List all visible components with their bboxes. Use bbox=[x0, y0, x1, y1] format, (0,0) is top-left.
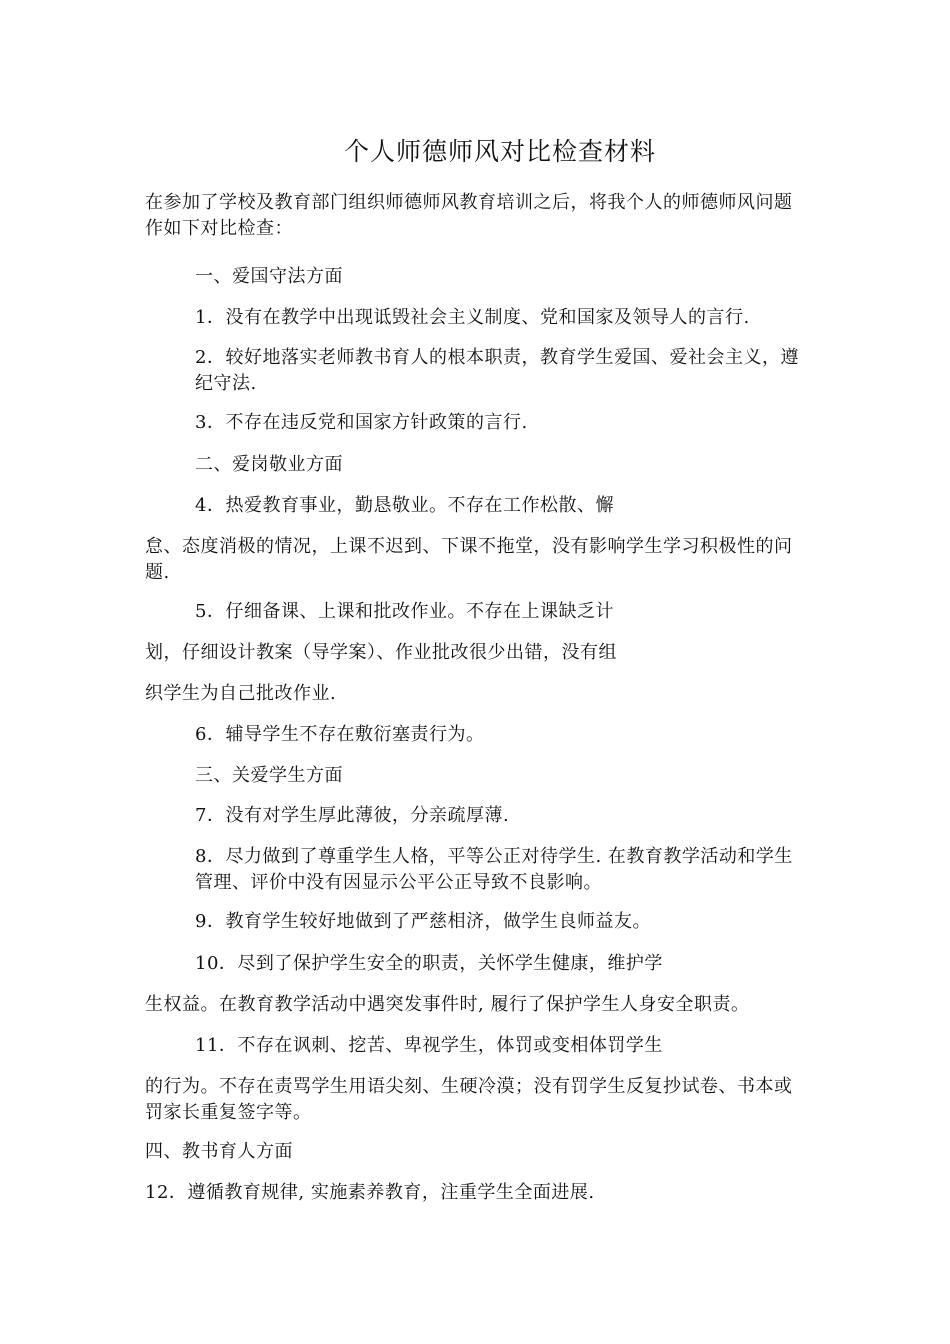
intro-paragraph: 在参加了学校及教育部门组织师德师风教育培训之后，将我个人的师德师风问题作如下对比检查： bbox=[145, 192, 793, 239]
item-7: 7．没有对学生厚此薄彼，分亲疏厚薄. bbox=[195, 805, 510, 826]
item-11-continued: 的行为。不存在责骂学生用语尖刻、生硬冷漠；没有罚学生反复抄试卷、书本或罚家长重复签字等。 bbox=[145, 1076, 793, 1123]
section-heading-2: 二、爱岗敬业方面 bbox=[195, 454, 343, 475]
item-8: 8．尽力做到了尊重学生人格，平等公正对待学生. 在教育教学活动和学生管理、评价中没有因显示公平公正导致不良影响。 bbox=[195, 846, 793, 893]
section-heading-3: 三、关爱学生方面 bbox=[195, 765, 343, 786]
item-10-continued: 生权益。在教育教学活动中遇突发事件时, 履行了保护学生人身安全职责。 bbox=[145, 994, 750, 1015]
section-heading-4: 四、教书育人方面 bbox=[145, 1141, 293, 1162]
item-9: 9．教育学生较好地做到了严慈相济，做学生良师益友。 bbox=[195, 911, 651, 932]
item-11-start: 11．不存在讽刺、挖苦、卑视学生，体罚或变相体罚学生 bbox=[195, 1035, 663, 1056]
item-12: 12．遵循教育规律, 实施素养教育，注重学生全面进展. bbox=[145, 1182, 595, 1203]
item-5-end: 织学生为自己批改作业. bbox=[145, 683, 337, 704]
item-1: 1．没有在教学中出现诋毁社会主义制度、党和国家及领导人的言行. bbox=[195, 307, 750, 328]
item-3: 3．不存在违反党和国家方针政策的言行. bbox=[195, 412, 528, 433]
item-5-start: 5．仔细备课、上课和批改作业。不存在上课缺乏计 bbox=[195, 601, 614, 622]
page-title: 个人师德师风对比检查材料 bbox=[343, 137, 656, 166]
section-heading-1: 一、爱国守法方面 bbox=[195, 266, 343, 287]
item-2: 2．较好地落实老师教书育人的根本职责，教育学生爱国、爱社会主义，遵纪守法. bbox=[195, 347, 799, 394]
item-4-start: 4．热爱教育事业，勤恳敬业。不存在工作松散、懈 bbox=[195, 495, 614, 516]
item-6: 6．辅导学生不存在敷衍塞责行为。 bbox=[195, 724, 485, 745]
item-5-continued: 划，仔细设计教案（导学案）、作业批改很少出错，没有组 bbox=[145, 642, 617, 663]
item-4-continued: 怠、态度消极的情况，上课不迟到、下课不拖堂，没有影响学生学习积极性的问题. bbox=[145, 536, 793, 583]
item-10-start: 10．尽到了保护学生安全的职责，关怀学生健康，维护学 bbox=[195, 953, 663, 974]
